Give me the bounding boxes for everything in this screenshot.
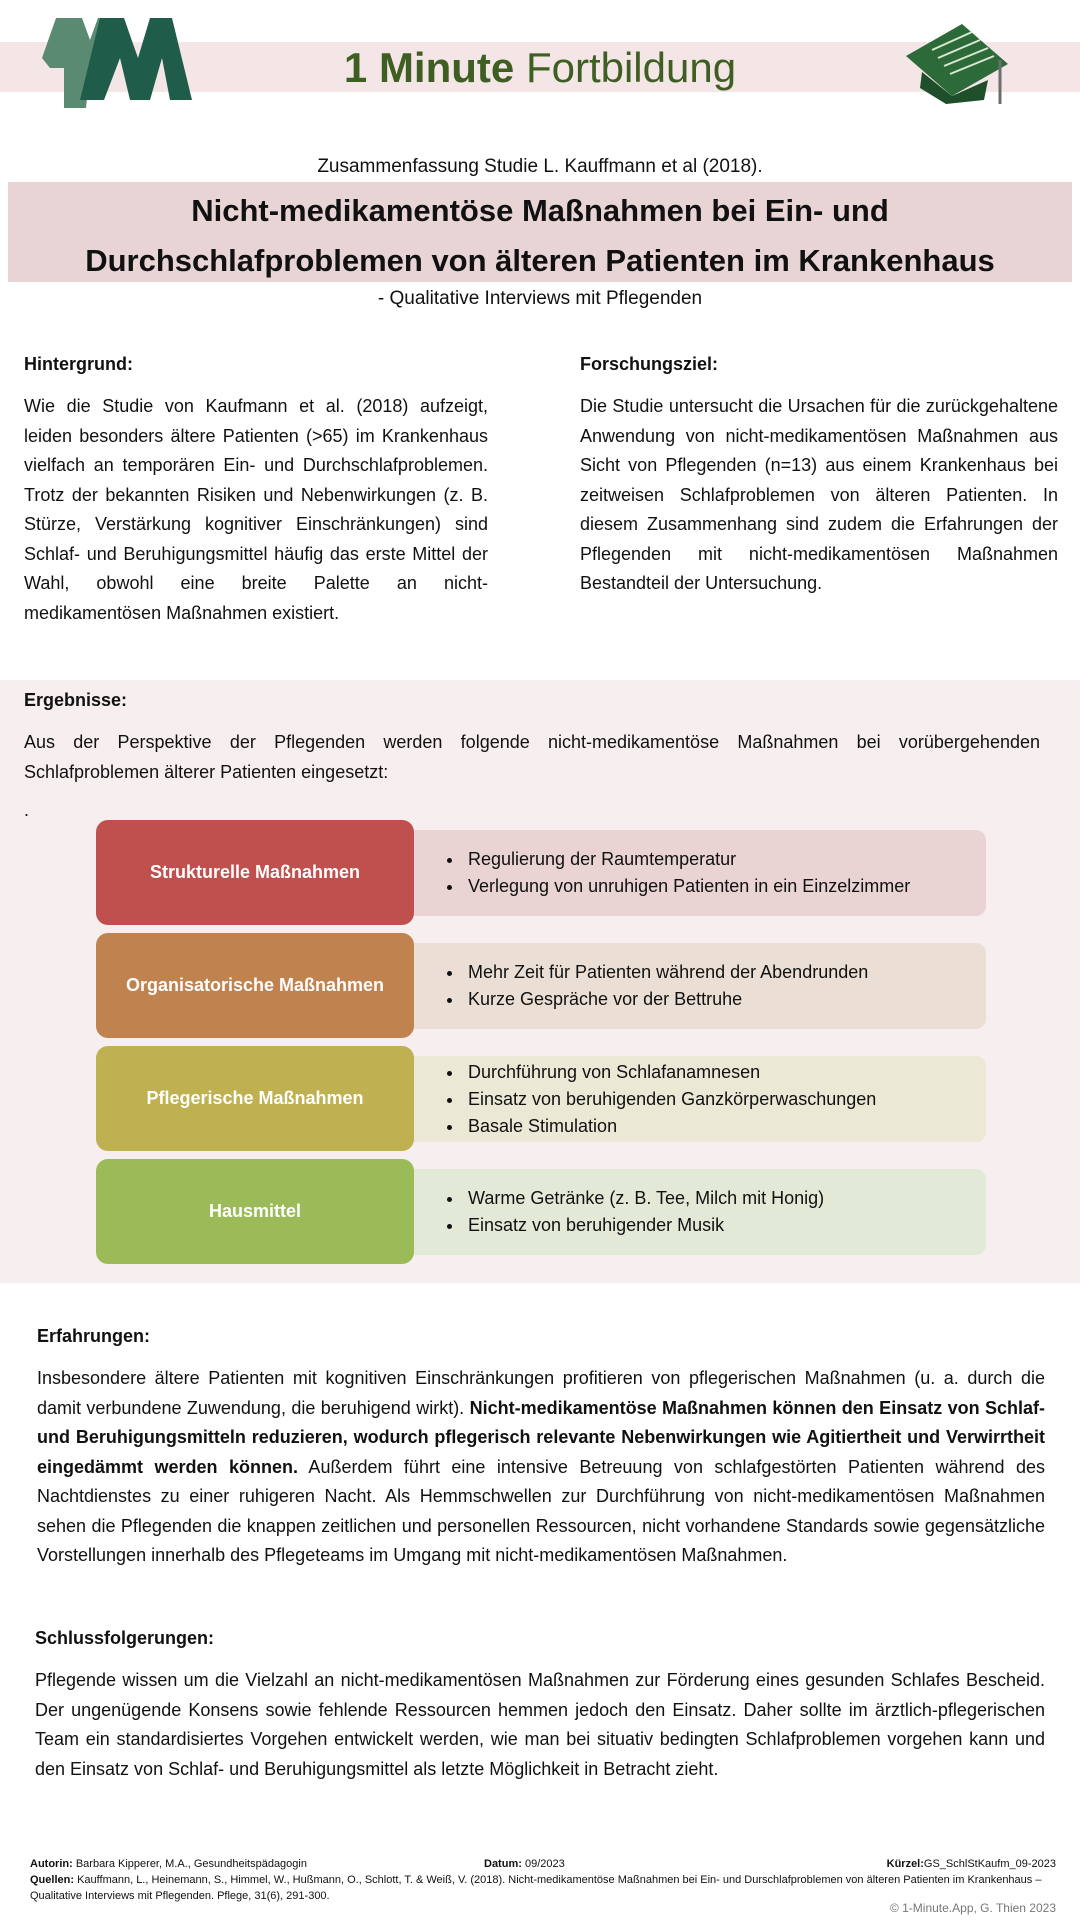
list-item: • Mehr Zeit für Patienten während der Abendrunden xyxy=(464,959,868,986)
graduation-cap-icon xyxy=(902,20,1010,108)
hintergrund-text: Wie die Studie von Kaufmann et al. (2018) aufzeigt, leiden besonders ältere Patienten (>65) im Krankenhaus vielfach an temporären Ein- und Durchschlafproblemen. Trotz der bekannten Risiken und Nebenwirkungen (z. B. Stürze, Verstärkung kognitiver Einschränkungen) sind Schlaf- und Beruhigungsmittel häufig das erste Mittel der Wahl, obwohl eine breite Palette an nicht-medikamentösen Maßnahmen existiert. xyxy=(24,396,488,623)
brand-bold: 1 Minute xyxy=(343,44,515,91)
study-title-line-2: Durchschlafproblemen von älteren Patienten im Krankenhaus xyxy=(85,243,995,278)
forschungsziel-heading: Forschungsziel: xyxy=(580,354,719,374)
code-label: Kürzel: xyxy=(886,1858,924,1870)
hintergrund-heading: Hintergrund: xyxy=(24,354,133,374)
category-home-remedies: Hausmittel xyxy=(96,1159,414,1264)
date-label: Datum: xyxy=(484,1858,522,1870)
list-item: • Einsatz von beruhigenden Ganzkörperwaschungen xyxy=(464,1086,876,1113)
erfahrungen-text-bold: Nicht-medikamentöse Maßnahmen können den Einsatz von Schlaf- und Beruhigungsmitteln reduzieren, wodurch pflegerisch relevante Nebenwirkungen wie Agitiertheit und Verwirrtheit eingedämmt werden können. xyxy=(37,1397,1045,1477)
study-intro: Zusammenfassung Studie L. Kauffmann et al (2018). xyxy=(317,156,763,177)
schluss-heading: Schlussfolgerungen: xyxy=(35,1628,215,1648)
author-value: Barbara Kipperer, M.A., Gesundheitspädagogin xyxy=(75,1858,307,1870)
date-value: 09/2023 xyxy=(524,1858,565,1870)
code-value: GS_SchlStKaufm_09-2023 xyxy=(923,1858,1056,1870)
erfahrungen-heading: Erfahrungen: xyxy=(37,1326,151,1346)
list-item: • Verlegung von unruhigen Patienten in ein Einzelzimmer xyxy=(464,873,910,900)
category-list-nursing xyxy=(414,1056,986,1142)
category-list-organisational xyxy=(414,943,986,1029)
author-label: Autorin: xyxy=(30,1858,73,1870)
list-item: • Einsatz von beruhigender Musik xyxy=(464,1212,824,1239)
study-title-line-1: Nicht-medikamentöse Maßnahmen bei Ein- und xyxy=(191,193,889,228)
category-structural: Strukturelle Maßnahmen xyxy=(96,820,414,925)
study-title xyxy=(8,186,1072,286)
sources-label: Quellen: xyxy=(30,1874,75,1886)
list-item: • Regulierung der Raumtemperatur xyxy=(464,846,910,873)
list-item: • Kurze Gespräche vor der Bettruhe xyxy=(464,986,868,1013)
stray-dot: . xyxy=(24,800,30,820)
erfahrungen-text-a: Insbesondere ältere Patienten mit kognitiven Einschränkungen profitieren von pflegerischen Maßnahmen (u. a. durch die damit verbundene Zuwendung, die beruhigend wirkt). xyxy=(37,1368,1045,1418)
footer-code xyxy=(887,1856,1056,1872)
category-organisational: Organisatorische Maßnahmen xyxy=(96,933,414,1038)
category-nursing: Pflegerische Maßnahmen xyxy=(96,1046,414,1151)
ergebnisse-heading: Ergebnisse: xyxy=(24,690,128,710)
category-list-structural xyxy=(414,830,986,916)
sources-value: Kauffmann, L., Heinemann, S., Himmel, W., Hußmann, O., Schlott, T. & Weiß, V. (2018). Nicht-medikamentöse Maßnahmen bei Ein- und Durschlafproblemen von älteren Patienten im Krankenhaus – Qualitative Interviews mit Pflegenden. Pflege, 31(6), 291-300. xyxy=(30,1874,1042,1902)
copyright: © 1-Minute.App, G. Thien 2023 xyxy=(889,1901,1056,1915)
category-list-home-remedies xyxy=(414,1169,986,1255)
footer-date xyxy=(484,1856,565,1872)
list-item: • Warme Getränke (z. B. Tee, Milch mit Honig) xyxy=(464,1185,824,1212)
ergebnisse-text: Aus der Perspektive der Pflegenden werden folgende nicht-medikamentöse Maßnahmen bei vorübergehenden Schlafproblemen älterer Patienten eingesetzt: xyxy=(24,732,1040,782)
list-item: • Durchführung von Schlafanamnesen xyxy=(464,1059,876,1086)
footer-author xyxy=(30,1856,307,1872)
schluss-text: Pflegende wissen um die Vielzahl an nicht-medikamentösen Maßnahmen zur Förderung eines gesunden Schlafes Bescheid. Der ungenügende Konsens sowie fehlende Ressourcen hemmen jedoch den Einsatz. Daher sollte im ärztlich-pflegerischen Team ein standardisiertes Vorgehen entwickelt werden, wie man bei situativ bedingten Schlafproblemen vorgehen kann und den Einsatz von Schlaf- und Beruhigungsmittel als letzte Möglichkeit in Betracht zieht. xyxy=(35,1670,1045,1779)
study-subtitle: - Qualitative Interviews mit Pflegenden xyxy=(377,288,703,309)
logo-icon xyxy=(42,18,192,108)
list-item: • Basale Stimulation xyxy=(464,1113,876,1140)
erfahrungen-text xyxy=(37,1364,1045,1571)
forschungsziel-text: Die Studie untersucht die Ursachen für die zurückgehaltene Anwendung von nicht-medikamentösen Maßnahmen aus Sicht von Pflegenden (n=13) aus einem Krankenhaus bei zeitweisen Schlafproblemen von älteren Patienten. In diesem Zusammenhang sind zudem die Erfahrungen der Pflegenden mit nicht-medikamentösen Maßnahmen Bestandteil der Untersuchung. xyxy=(580,396,1058,593)
erfahrungen-text-b: Außerdem führt eine intensive Betreuung von schlafgestörten Patienten während des Nachtdienstes zu einer ruhigeren Nacht. Als Hemmschwellen zur Durchführung von nicht-medikamentösen Maßnahmen sehen die Pflegenden die knappen zeitlichen und personellen Ressourcen, nicht vorhandene Standards sowie gegensätzliche Vorstellungen innerhalb des Pflegeteams im Umgang mit nicht-medikamentösen Maßnahmen. xyxy=(37,1456,1045,1565)
brand-rest: Fortbildung xyxy=(525,44,737,91)
